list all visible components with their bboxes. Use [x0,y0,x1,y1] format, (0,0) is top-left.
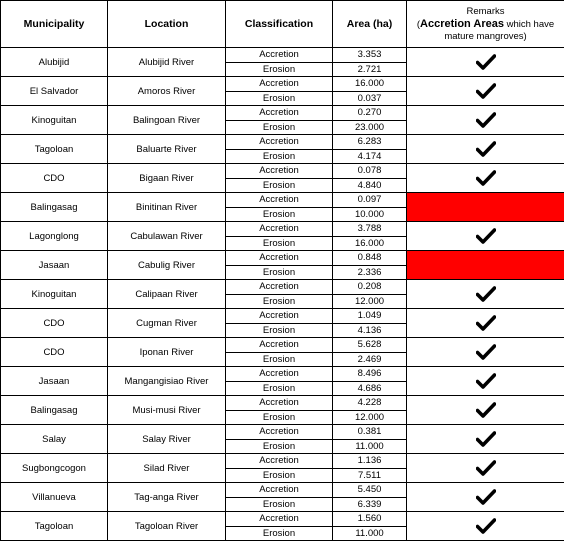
municipality-cell: Salay [1,425,108,454]
area-cell: 11.000 [333,526,407,541]
location-cell: Musi-musi River [108,396,226,425]
classification-cell: Erosion [226,120,333,135]
classification-cell: Accretion [226,135,333,150]
remarks-bold-text: Accretion Areas [420,17,504,30]
check-icon [476,315,496,331]
classification-cell: Accretion [226,338,333,353]
area-cell: 16.000 [333,77,407,92]
municipality-cell: Tagoloan [1,512,108,541]
table-body [1,48,564,541]
municipality-cell: Alubijid [1,48,108,77]
table-row [1,193,564,208]
remark-check-cell [407,396,564,425]
table-row [1,483,564,498]
municipality-cell: Sugbongcogon [1,454,108,483]
municipality-cell: CDO [1,164,108,193]
location-cell: Tagoloan River [108,512,226,541]
table-row [1,48,564,63]
remark-check-cell [407,454,564,483]
check-icon [476,54,496,70]
classification-cell: Accretion [226,425,333,440]
remark-check-cell [407,280,564,309]
municipality-cell: Jasaan [1,367,108,396]
area-cell: 12.000 [333,294,407,309]
classification-cell: Erosion [226,381,333,396]
municipality-header: Municipality [1,1,108,48]
municipality-cell: Tagoloan [1,135,108,164]
remark-check-cell [407,367,564,396]
table-row [1,222,564,237]
area-cell: 3.788 [333,222,407,237]
remark-check-cell [407,164,564,193]
area-cell: 2.469 [333,352,407,367]
location-cell: Baluarte River [108,135,226,164]
classification-cell: Erosion [226,62,333,77]
location-cell: Cabulawan River [108,222,226,251]
classification-header: Classification [226,1,333,48]
location-cell: Salay River [108,425,226,454]
classification-cell: Erosion [226,439,333,454]
table-row [1,367,564,382]
classification-cell: Erosion [226,410,333,425]
classification-cell: Erosion [226,526,333,541]
area-cell: 0.270 [333,106,407,121]
check-icon [476,286,496,302]
location-cell: Amoros River [108,77,226,106]
remark-check-cell [407,222,564,251]
location-cell: Tag-anga River [108,483,226,512]
municipality-cell: CDO [1,338,108,367]
area-cell: 4.174 [333,149,407,164]
area-cell: 11.000 [333,439,407,454]
table-row [1,77,564,92]
area-cell: 3.353 [333,48,407,63]
area-cell: 1.136 [333,454,407,469]
table-row [1,425,564,440]
header-row [1,1,564,48]
check-icon [476,170,496,186]
area-cell: 4.228 [333,396,407,411]
check-icon [476,141,496,157]
location-cell: Balingoan River [108,106,226,135]
remark-red-cell [407,193,564,222]
area-cell: 1.049 [333,309,407,324]
table-row [1,135,564,150]
classification-cell: Accretion [226,222,333,237]
table-row [1,454,564,469]
area-cell: 6.283 [333,135,407,150]
municipality-cell: Lagonglong [1,222,108,251]
table-row [1,309,564,324]
area-cell: 4.686 [333,381,407,396]
classification-cell: Accretion [226,77,333,92]
area-cell: 5.450 [333,483,407,498]
check-icon [476,518,496,534]
location-cell: Cugman River [108,309,226,338]
classification-cell: Erosion [226,352,333,367]
classification-cell: Accretion [226,48,333,63]
table-row [1,251,564,266]
remark-check-cell [407,48,564,77]
classification-cell: Erosion [226,497,333,512]
remark-check-cell [407,135,564,164]
classification-cell: Accretion [226,106,333,121]
area-cell: 1.560 [333,512,407,527]
classification-cell: Accretion [226,309,333,324]
classification-cell: Accretion [226,512,333,527]
location-cell: Silad River [108,454,226,483]
table-row [1,338,564,353]
area-cell: 23.000 [333,120,407,135]
check-icon [476,460,496,476]
location-cell: Cabulig River [108,251,226,280]
classification-cell: Accretion [226,367,333,382]
classification-cell: Erosion [226,207,333,222]
municipality-cell: Balingasag [1,193,108,222]
area-cell: 2.721 [333,62,407,77]
check-icon [476,373,496,389]
classification-cell: Erosion [226,265,333,280]
area-cell: 5.628 [333,338,407,353]
area-cell: 4.136 [333,323,407,338]
remarks-text-line3: mature mangroves) [444,30,527,42]
municipality-cell: Kinoguitan [1,280,108,309]
area-cell: 2.336 [333,265,407,280]
table-row [1,106,564,121]
classification-cell: Erosion [226,91,333,106]
table-row [1,164,564,179]
location-cell: Calipaan River [108,280,226,309]
remark-check-cell [407,309,564,338]
classification-cell: Accretion [226,251,333,266]
classification-cell: Erosion [226,468,333,483]
area-cell: 0.381 [333,425,407,440]
area-cell: 0.037 [333,91,407,106]
municipality-cell: CDO [1,309,108,338]
remark-red-cell [407,251,564,280]
area-cell: 0.078 [333,164,407,179]
area-cell: 12.000 [333,410,407,425]
remark-check-cell [407,425,564,454]
check-icon [476,112,496,128]
remark-check-cell [407,483,564,512]
remarks-header: Remarks (Accretion Areas which have mature mangroves) [407,1,564,48]
remark-check-cell [407,512,564,541]
classification-cell: Erosion [226,323,333,338]
classification-cell: Accretion [226,164,333,179]
classification-cell: Erosion [226,236,333,251]
area-cell: 0.208 [333,280,407,295]
classification-cell: Accretion [226,483,333,498]
classification-cell: Accretion [226,193,333,208]
check-icon [476,228,496,244]
area-cell: 16.000 [333,236,407,251]
area-cell: 10.000 [333,207,407,222]
area-header: Area (ha) [333,1,407,48]
municipality-cell: Jasaan [1,251,108,280]
location-cell: Alubijid River [108,48,226,77]
table-row [1,280,564,295]
classification-cell: Accretion [226,454,333,469]
remarks-text: which have [503,18,555,30]
remark-check-cell [407,77,564,106]
location-cell: Iponan River [108,338,226,367]
municipality-cell: Villanueva [1,483,108,512]
area-cell: 7.511 [333,468,407,483]
remark-check-cell [407,106,564,135]
check-icon [476,489,496,505]
classification-cell: Accretion [226,280,333,295]
classification-cell: Accretion [226,396,333,411]
check-icon [476,344,496,360]
table-row [1,512,564,527]
location-cell: Binitinan River [108,193,226,222]
location-header: Location [108,1,226,48]
area-cell: 8.496 [333,367,407,382]
area-cell: 0.097 [333,193,407,208]
classification-cell: Erosion [226,149,333,164]
area-cell: 6.339 [333,497,407,512]
area-cell: 4.840 [333,178,407,193]
check-icon [476,83,496,99]
table-row [1,396,564,411]
check-icon [476,402,496,418]
location-cell: Mangangisiao River [108,367,226,396]
classification-cell: Erosion [226,178,333,193]
remark-check-cell [407,338,564,367]
remarks-title: Remarks [466,5,505,17]
area-cell: 0.848 [333,251,407,266]
municipality-cell: Kinoguitan [1,106,108,135]
check-icon [476,431,496,447]
municipality-cell: El Salvador [1,77,108,106]
classification-cell: Erosion [226,294,333,309]
municipality-cell: Balingasag [1,396,108,425]
location-cell: Bigaan River [108,164,226,193]
